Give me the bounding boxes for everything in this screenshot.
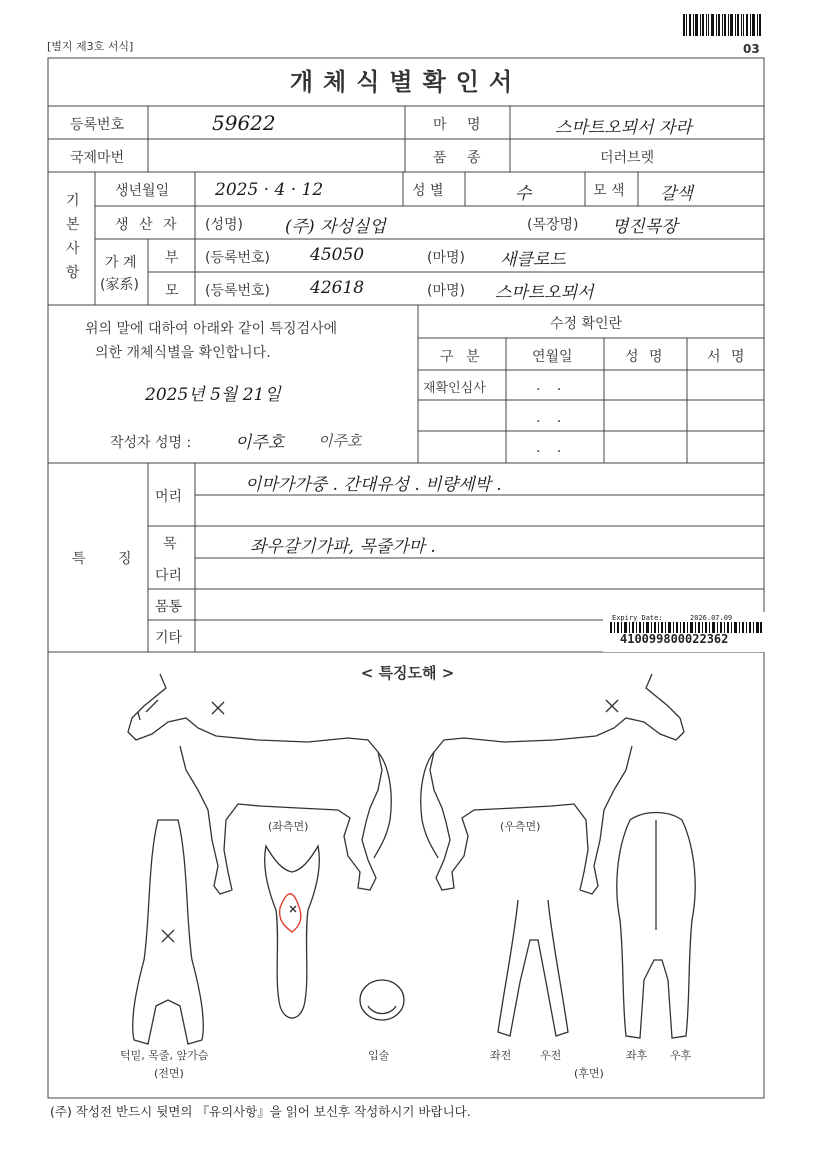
statement-line-1: 위의 말에 대하여 아래와 같이 특징검사에 bbox=[85, 321, 338, 337]
expiry-label: Expiry Date: bbox=[612, 614, 663, 622]
producer-name-value: (주) 자성실업 bbox=[285, 217, 386, 237]
producer-name-label: (성명) bbox=[205, 217, 243, 233]
author-label: 작성자 성명 : bbox=[110, 435, 192, 451]
sire-name-value: 새클로드 bbox=[500, 250, 566, 270]
rear-label: (후면) bbox=[574, 1067, 604, 1080]
sire-reg-label: (등록번호) bbox=[205, 250, 271, 266]
horse-head-front-drawing bbox=[265, 846, 320, 1018]
basic-section-char-3: 사 bbox=[66, 241, 80, 257]
dam-reg-value: 42618 bbox=[310, 278, 365, 298]
page-number: 03 bbox=[743, 42, 760, 56]
color-label: 모 색 bbox=[593, 183, 625, 199]
revision-col-name: 성 명 bbox=[625, 349, 666, 365]
feature-head-text: 이마가가중 . 간대유성 . 비량세박 . bbox=[245, 475, 502, 495]
horse-lips-drawing bbox=[360, 980, 404, 1020]
sire-label: 부 bbox=[165, 250, 179, 266]
feature-body-label: 몸통 bbox=[155, 599, 183, 615]
horse-diagram bbox=[48, 660, 764, 1096]
dam-label: 모 bbox=[165, 283, 179, 299]
farm-name-label: (목장명) bbox=[527, 217, 579, 233]
confirmation-date: 2025년 5월 21일 bbox=[145, 385, 281, 405]
form-number-label: [별지 제3호 서식] bbox=[47, 40, 134, 53]
feature-neck-text: 좌우갈기가파, 목줄가마 . bbox=[250, 537, 436, 557]
feature-legs-label: 다리 bbox=[155, 568, 183, 584]
expiry-date: 2026.07.09 bbox=[690, 614, 733, 622]
horse-left-side-drawing bbox=[128, 674, 391, 894]
statement-line-2: 의한 개체식별을 확인합니다. bbox=[95, 345, 271, 361]
right-side-label: (우측면) bbox=[500, 820, 541, 833]
front-label: (전면) bbox=[154, 1067, 184, 1080]
features-section-label: 특 징 bbox=[72, 551, 146, 567]
document-title: 개체식별확인서 bbox=[289, 68, 523, 96]
horse-right-side-drawing bbox=[421, 674, 684, 894]
author-signature: 이주호 bbox=[318, 432, 362, 450]
diagram-title: < 특징도해 > bbox=[360, 664, 455, 682]
feature-other-label: 기타 bbox=[155, 630, 183, 646]
producer-label: 생 산 자 bbox=[115, 217, 180, 233]
left-fore-label: 좌전 bbox=[490, 1049, 512, 1062]
revision-title: 수정 확인란 bbox=[550, 316, 623, 332]
revision-row-date: . . bbox=[536, 410, 568, 426]
right-fore-label: 우전 bbox=[540, 1049, 562, 1062]
author-name: 이주호 bbox=[235, 433, 285, 453]
dam-reg-label: (등록번호) bbox=[205, 283, 271, 299]
sire-reg-value: 45050 bbox=[310, 245, 365, 265]
sex-value: 수 bbox=[515, 184, 532, 204]
revision-col-date: 연월일 bbox=[532, 349, 573, 365]
lips-label: 입술 bbox=[368, 1049, 390, 1062]
family-label: 가 계 bbox=[105, 255, 137, 271]
horse-name-label: 마 명 bbox=[433, 117, 489, 133]
horse-name-value: 스마트오뫼서 자라 bbox=[555, 118, 692, 138]
basic-section-char-2: 본 bbox=[66, 217, 80, 233]
intl-no-label: 국제마번 bbox=[70, 150, 125, 166]
revision-row-date: . . bbox=[536, 440, 568, 456]
breed-label: 품 종 bbox=[433, 150, 489, 166]
basic-section-char-1: 기 bbox=[66, 193, 80, 209]
right-hind-label: 우후 bbox=[670, 1049, 692, 1062]
reg-no-label: 등록번호 bbox=[70, 117, 125, 133]
feature-head-label: 머리 bbox=[155, 489, 183, 505]
birth-date-label: 생년월일 bbox=[115, 183, 170, 199]
front-caption: 턱밑, 목줄, 앞가슴 bbox=[120, 1049, 209, 1062]
sire-name-label: (마명) bbox=[427, 250, 465, 266]
sticker-barcode-number: 410099800022362 bbox=[620, 632, 729, 646]
left-hind-label: 좌후 bbox=[626, 1049, 648, 1062]
color-value: 갈색 bbox=[660, 184, 693, 204]
reg-no-value: 59622 bbox=[212, 111, 276, 135]
revision-col-sign: 서 명 bbox=[707, 349, 748, 365]
breed-value: 더러브렛 bbox=[600, 150, 655, 166]
feature-neck-label: 목 bbox=[163, 536, 177, 552]
family-label-hanja: (家系) bbox=[100, 277, 139, 293]
farm-name-value: 명진목장 bbox=[612, 217, 678, 237]
revision-row-date: . . bbox=[536, 378, 568, 394]
sex-label: 성 별 bbox=[412, 183, 444, 199]
birth-date-value: 2025 · 4 · 12 bbox=[215, 180, 324, 200]
left-side-label: (좌측면) bbox=[268, 820, 309, 833]
revision-col-type: 구 분 bbox=[440, 349, 484, 365]
revision-row-type: 재확인심사 bbox=[423, 381, 486, 396]
dam-name-value: 스마트오뫼서 bbox=[495, 283, 594, 303]
horse-front-view-drawing bbox=[133, 820, 204, 1044]
basic-section-char-4: 항 bbox=[66, 265, 80, 281]
footer-note: (주) 작성전 반드시 뒷면의 『유의사항』을 읽어 보신후 작성하시기 바랍니다. bbox=[50, 1104, 471, 1119]
horse-rear-view-drawing bbox=[617, 813, 695, 1039]
horse-forelegs-drawing bbox=[498, 900, 568, 1036]
dam-name-label: (마명) bbox=[427, 283, 465, 299]
